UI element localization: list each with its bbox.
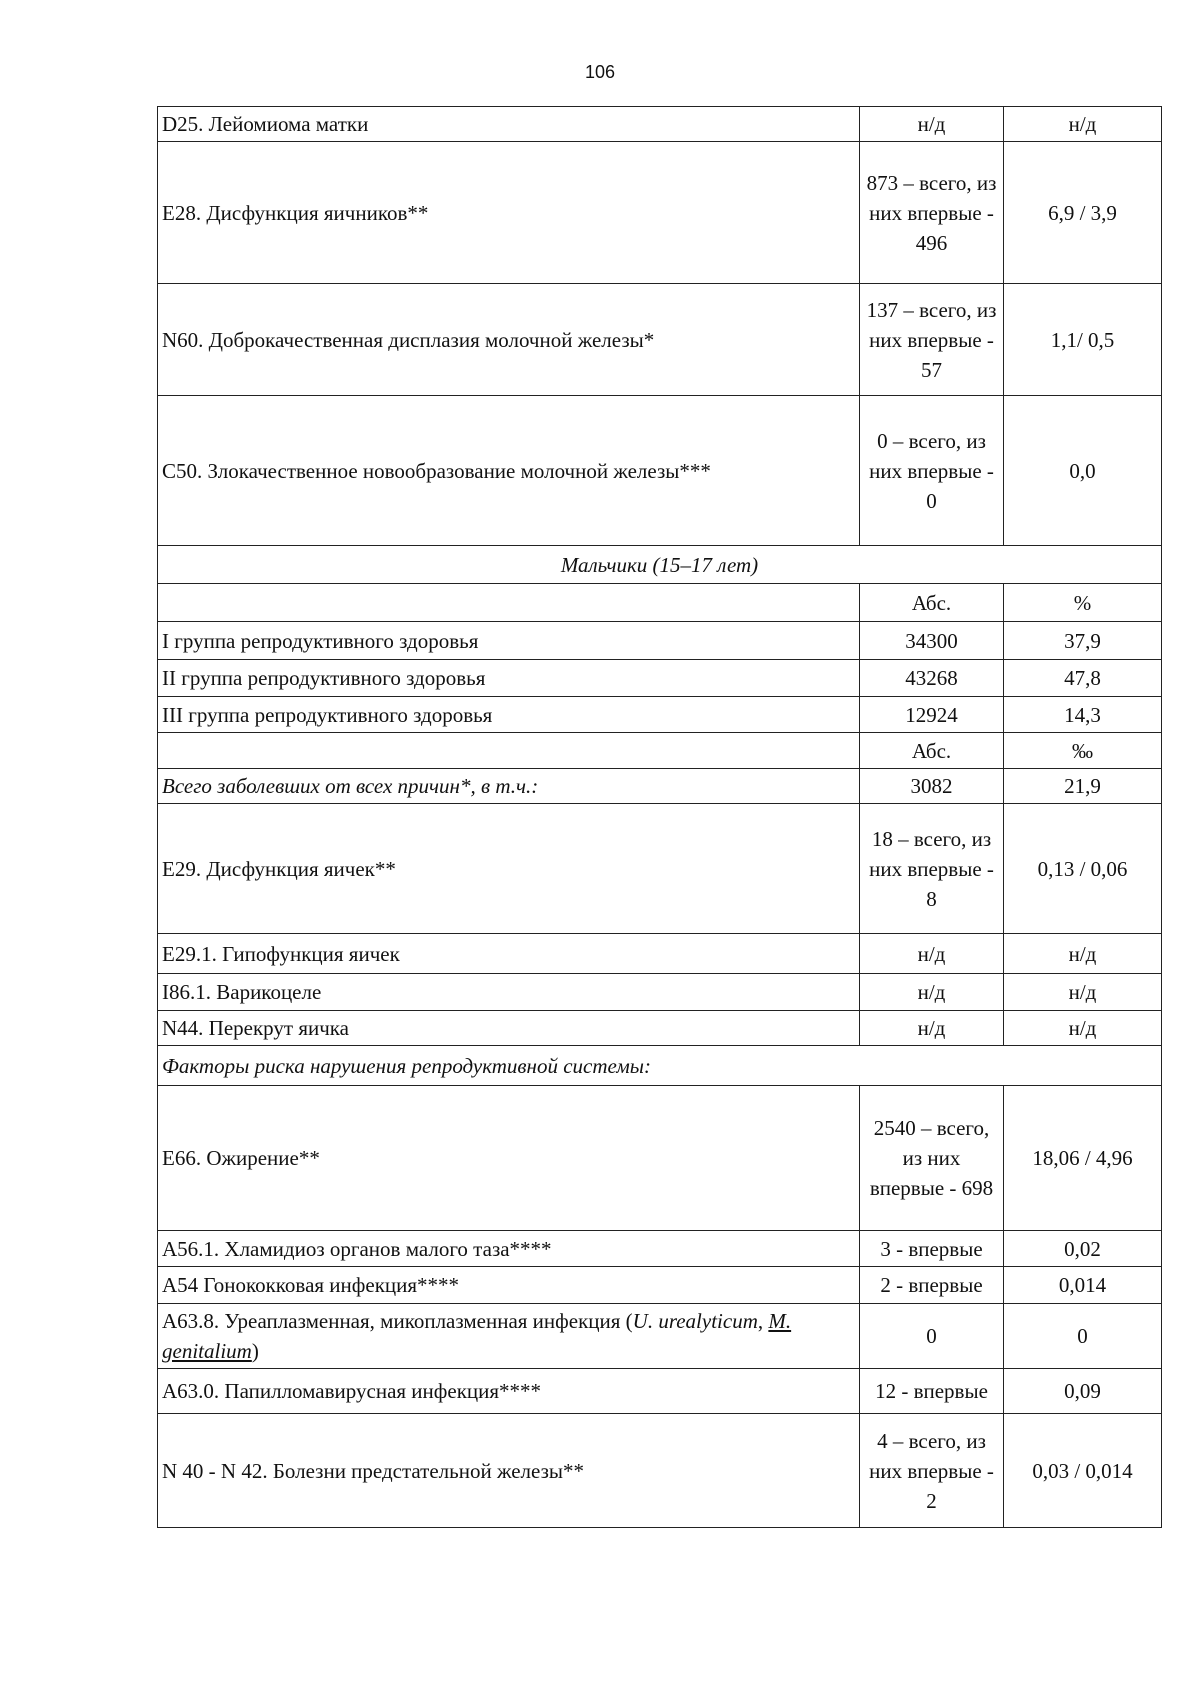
row-name: Всего заболевших от всех причин*, в т.ч.: (158, 769, 860, 804)
section-header-factors (158, 1046, 1162, 1086)
row-abs: 4 – всего, из них впервые - 2 (860, 1414, 1004, 1528)
row-name: E29.1. Гипофункция яичек (158, 934, 860, 974)
row-abs: 137 – всего, из них впервые - 57 (860, 284, 1004, 396)
row-rate: н/д (1004, 1011, 1162, 1046)
row-name: N60. Доброкачественная дисплазия молочной железы* (158, 284, 860, 396)
name-separator: , (757, 1309, 769, 1333)
name-suffix: ) (251, 1339, 259, 1363)
row-name: A54 Гонококковая инфекция**** (158, 1267, 860, 1304)
table-row (158, 1369, 1162, 1414)
row-rate: 0,13 / 0,06 (1004, 804, 1162, 934)
header-rate: ‰ (1004, 733, 1162, 769)
table-row (158, 622, 1162, 660)
row-name: N44. Перекрут яичка (158, 1011, 860, 1046)
row-abs: 2 - впервые (860, 1267, 1004, 1304)
table-row (158, 107, 1162, 142)
table-row (158, 396, 1162, 546)
row-abs: 0 – всего, из них впервые - 0 (860, 396, 1004, 546)
header-abs: Абс. (860, 733, 1004, 769)
row-name: II группа репродуктивного здоровья (158, 660, 860, 697)
row-abs: н/д (860, 1011, 1004, 1046)
row-name: E28. Дисфункция яичников** (158, 142, 860, 284)
organism-name: U. urealyticum (632, 1309, 758, 1333)
row-name (158, 1304, 860, 1369)
table-row (158, 974, 1162, 1011)
section-header-boys (158, 546, 1162, 584)
row-abs: н/д (860, 934, 1004, 974)
row-rate: 21,9 (1004, 769, 1162, 804)
page-number: 106 (584, 62, 616, 82)
row-name: C50. Злокачественное новообразование молочной железы*** (158, 396, 860, 546)
row-rate: 0,09 (1004, 1369, 1162, 1414)
row-rate: 18,06 / 4,96 (1004, 1086, 1162, 1231)
row-rate: 0,03 / 0,014 (1004, 1414, 1162, 1528)
row-name: N 40 - N 42. Болезни предстательной железы** (158, 1414, 860, 1528)
table-row (158, 1086, 1162, 1231)
row-rate: н/д (1004, 974, 1162, 1011)
row-name: A63.0. Папилломавирусная инфекция**** (158, 1369, 860, 1414)
row-abs: 18 – всего, из них впервые - 8 (860, 804, 1004, 934)
row-abs: 12924 (860, 697, 1004, 733)
row-rate: 37,9 (1004, 622, 1162, 660)
row-rate: 47,8 (1004, 660, 1162, 697)
row-abs: 0 (860, 1304, 1004, 1369)
table-row (158, 1267, 1162, 1304)
row-name: E66. Ожирение** (158, 1086, 860, 1231)
row-rate: 0,014 (1004, 1267, 1162, 1304)
row-name: A56.1. Хламидиоз органов малого таза**** (158, 1231, 860, 1267)
section-title: Мальчики (15–17 лет) (158, 546, 1162, 584)
name-prefix: A63.8. Уреаплазменная, микоплазменная инфекция ( (162, 1309, 633, 1333)
section-title: Факторы риска нарушения репродуктивной системы: (158, 1046, 1162, 1086)
row-name: III группа репродуктивного здоровья (158, 697, 860, 733)
row-rate: 14,3 (1004, 697, 1162, 733)
column-header-row (158, 584, 1162, 622)
row-abs: 2540 – всего, из них впервые - 698 (860, 1086, 1004, 1231)
row-rate: 0 (1004, 1304, 1162, 1369)
row-abs: 3 - впервые (860, 1231, 1004, 1267)
row-rate: 0,02 (1004, 1231, 1162, 1267)
row-rate: н/д (1004, 934, 1162, 974)
table-row (158, 804, 1162, 934)
table-row (158, 697, 1162, 733)
row-rate: 1,1/ 0,5 (1004, 284, 1162, 396)
table-row (158, 934, 1162, 974)
row-rate: 0,0 (1004, 396, 1162, 546)
row-abs: 34300 (860, 622, 1004, 660)
header-rate: % (1004, 584, 1162, 622)
table-row (158, 1414, 1162, 1528)
table-row (158, 1231, 1162, 1267)
header-empty-cell (158, 584, 860, 622)
organism-name: M. genitalium (162, 1309, 792, 1363)
row-name: D25. Лейомиома матки (158, 107, 860, 142)
row-abs: н/д (860, 107, 1004, 142)
row-name: I86.1. Варикоцеле (158, 974, 860, 1011)
table-row (158, 1011, 1162, 1046)
table-row (158, 142, 1162, 284)
total-row (158, 769, 1162, 804)
row-abs: 3082 (860, 769, 1004, 804)
table-row (158, 284, 1162, 396)
row-rate: н/д (1004, 107, 1162, 142)
row-abs: 12 - впервые (860, 1369, 1004, 1414)
header-empty-cell (158, 733, 860, 769)
row-abs: н/д (860, 974, 1004, 1011)
header-abs: Абс. (860, 584, 1004, 622)
row-name: E29. Дисфункция яичек** (158, 804, 860, 934)
table-row (158, 660, 1162, 697)
table-row (158, 1304, 1162, 1369)
row-name: I группа репродуктивного здоровья (158, 622, 860, 660)
row-rate: 6,9 / 3,9 (1004, 142, 1162, 284)
row-abs: 43268 (860, 660, 1004, 697)
morbidity-table (157, 106, 1162, 1528)
row-abs: 873 – всего, из них впервые - 496 (860, 142, 1004, 284)
column-header-row (158, 733, 1162, 769)
